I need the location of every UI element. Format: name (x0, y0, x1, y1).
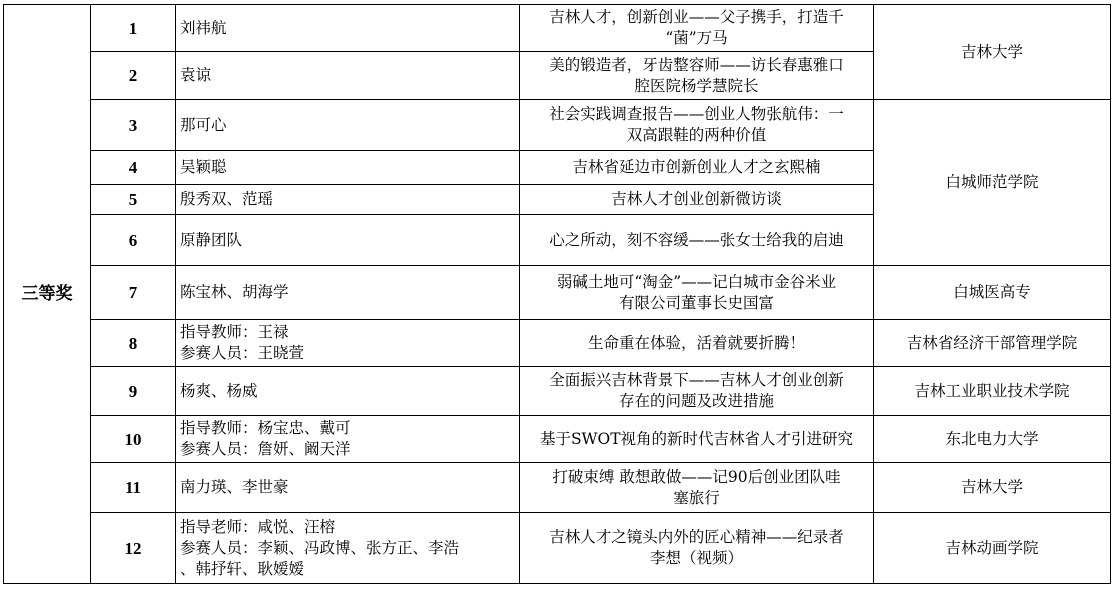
table-row (4, 463, 1111, 513)
participant-cell (176, 367, 520, 416)
participant-line: 、韩抒轩、耿嫒嫒 (180, 559, 305, 578)
row-number: 1 (91, 5, 176, 52)
work-title-cell (520, 185, 874, 215)
school-cell: 白城医高专 (874, 266, 1111, 320)
work-title-line: 吉林人才，创新创业——父子携手，打造千 (549, 8, 844, 26)
work-title-line: 社会实践调查报告——创业人物张航伟：一 (549, 105, 844, 123)
row-number: 4 (91, 151, 176, 185)
work-title-cell (520, 266, 874, 320)
participant-cell (176, 416, 520, 463)
work-title-line: 双高跟鞋的两种价值 (626, 126, 767, 144)
participant-line: 参赛人员：王晓萱 (180, 344, 305, 362)
work-title-cell (520, 215, 874, 266)
table-row (4, 416, 1111, 463)
participant-cell (176, 52, 520, 100)
work-title-line: 基于SWOT视角的新时代吉林省人才引进研究 (539, 429, 854, 448)
participant-line: 参赛人员：李颖、冯政博、张方正、李浩 (180, 538, 460, 557)
participant-name: 殷秀双、范瑶 (180, 190, 274, 208)
school-cell: 吉林工业职业技术学院 (874, 367, 1111, 416)
work-title-cell (520, 513, 874, 584)
table-row (4, 100, 1111, 151)
advisor-line: 指导教师：王禄 (180, 323, 289, 341)
advisor-line: 指导老师：咸悦、汪榕 (180, 517, 336, 536)
row-number: 12 (91, 513, 176, 584)
work-title-line: 心之所动，刻不容缓——张女士给我的启迪 (549, 230, 844, 249)
work-title-cell (520, 367, 874, 416)
school-cell: 东北电力大学 (874, 416, 1111, 463)
work-title-line: 李想（视频） (649, 549, 743, 567)
row-number: 5 (91, 185, 176, 215)
participant-name: 陈宝林、胡海学 (180, 283, 289, 301)
work-title-cell (520, 5, 874, 52)
participant-cell (176, 5, 520, 52)
work-title-line: 打破束缚 敢想敢做——记90后创业团队哇 (552, 467, 841, 486)
table-row (4, 266, 1111, 320)
prize-level-cell: 三等奖 (4, 5, 91, 584)
participant-line: 参赛人员：詹妍、阚天洋 (180, 440, 351, 458)
work-title-line: 全面振兴吉林背景下——吉林人才创业创新 (549, 371, 844, 389)
table-row (4, 367, 1111, 416)
participant-cell (176, 513, 520, 584)
work-title-line: 腔医院杨学慧院长 (634, 76, 759, 95)
work-title-line: 吉林省延边市创新创业人才之玄熙楠 (572, 158, 821, 176)
work-title-line: 吉林人才创业创新微访谈 (611, 190, 782, 208)
row-number: 9 (91, 367, 176, 416)
award-table (3, 4, 1111, 584)
participant-cell (176, 320, 520, 367)
work-title-line: 吉林人才之镜头内外的匠心精神——纪录者 (549, 528, 844, 546)
participant-name: 南力瑛、李世豪 (180, 478, 289, 496)
row-number: 8 (91, 320, 176, 367)
work-title-cell (520, 320, 874, 367)
participant-name: 杨爽、杨威 (180, 381, 258, 400)
school-cell: 吉林省经济干部管理学院 (874, 320, 1111, 367)
work-title-cell (520, 463, 874, 513)
participant-name: 原静团队 (180, 230, 243, 249)
participant-name: 吴颖聪 (180, 158, 227, 176)
school-cell: 吉林动画学院 (874, 513, 1111, 584)
work-title-cell (520, 100, 874, 151)
row-number: 7 (91, 266, 176, 320)
participant-name: 袁谅 (180, 66, 212, 84)
work-title-line: 生命重在体验，活着就要折腾！ (587, 333, 805, 352)
school-cell: 白城师范学院 (874, 100, 1111, 266)
work-title-line: 存在的问题及改进措施 (618, 392, 774, 410)
participant-name: 那可心 (180, 115, 227, 134)
work-title-line: 弱碱土地可“淘金”——记白城市金谷米业 (556, 272, 837, 291)
participant-cell (176, 151, 520, 185)
participant-cell (176, 266, 520, 320)
school-cell: 吉林大学 (874, 463, 1111, 513)
work-title-cell (520, 416, 874, 463)
row-number: 3 (91, 100, 176, 151)
participant-name: 刘祎航 (180, 18, 227, 37)
participant-cell (176, 100, 520, 151)
work-title-line: “菌”万马 (665, 29, 728, 47)
table-row (4, 513, 1111, 584)
work-title-line: 有限公司董事长史国富 (618, 293, 774, 312)
row-number: 11 (91, 463, 176, 513)
table-row (4, 320, 1111, 367)
participant-cell (176, 215, 520, 266)
table-row (4, 5, 1111, 52)
school-cell: 吉林大学 (874, 5, 1111, 100)
work-title-line: 塞旅行 (673, 488, 720, 507)
participant-cell (176, 185, 520, 215)
row-number: 6 (91, 215, 176, 266)
advisor-line: 指导教师：杨宝忠、戴可 (180, 419, 351, 437)
work-title-line: 美的锻造者，牙齿整容师——访长春惠雅口 (549, 55, 844, 74)
row-number: 2 (91, 52, 176, 100)
row-number: 10 (91, 416, 176, 463)
work-title-cell (520, 52, 874, 100)
participant-cell (176, 463, 520, 513)
work-title-cell (520, 151, 874, 185)
